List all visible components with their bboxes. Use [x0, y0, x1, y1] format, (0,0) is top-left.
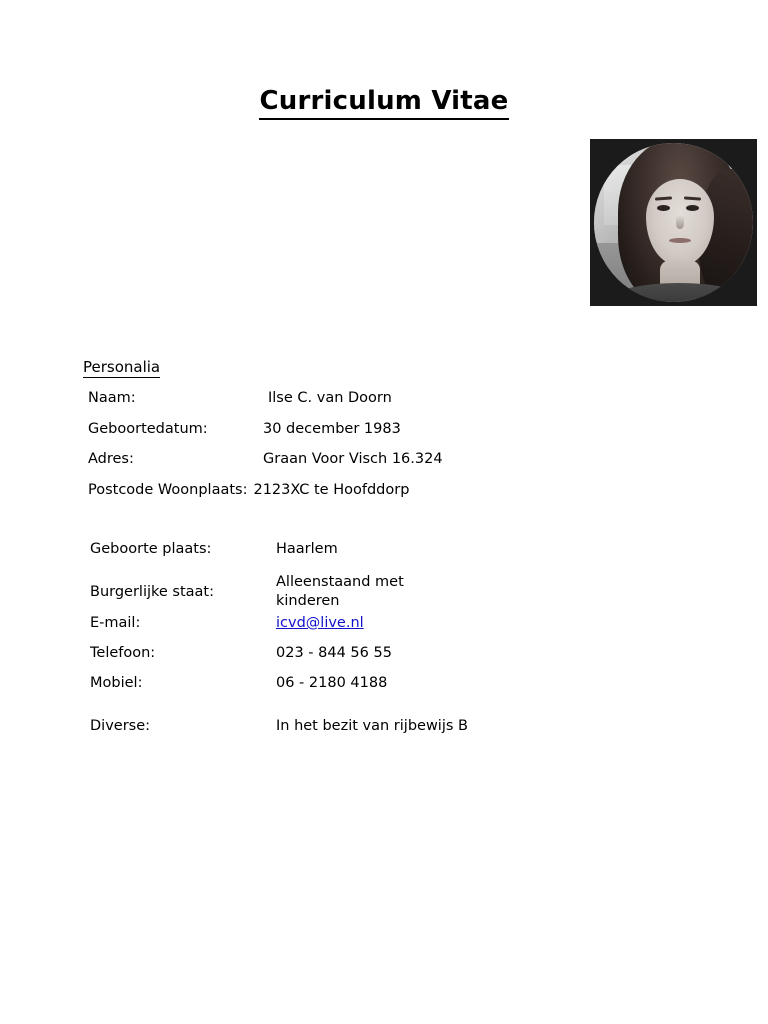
field-label: Naam:	[88, 390, 136, 406]
field-label: Mobiel:	[90, 675, 143, 691]
field-label: Geboorte plaats:	[90, 541, 212, 557]
section-heading-text: Personalia	[83, 358, 161, 376]
field-value: Ilse C. van Doorn	[268, 390, 392, 406]
table-row	[90, 644, 510, 674]
field-label: Telefoon:	[90, 645, 156, 661]
field-label: Geboortedatum:	[88, 420, 208, 437]
field-value: Haarlem	[276, 541, 338, 557]
section-heading-personalia	[83, 358, 160, 376]
table-row	[90, 614, 510, 644]
field-value: Alleenstaand met kinderen	[276, 574, 404, 609]
table-row	[90, 674, 510, 704]
table-row	[90, 570, 510, 614]
table-row	[90, 540, 510, 570]
field-label: Postcode Woonplaats:	[88, 481, 248, 498]
field-value: In het bezit van rijbewijs B	[276, 717, 468, 734]
field-value: Graan Voor Visch 16.324	[263, 451, 443, 468]
table-row	[88, 389, 488, 408]
personalia-top-table	[88, 389, 488, 499]
personalia-bottom-table	[90, 540, 510, 748]
field-value: 2123XC te Hoofddorp	[253, 481, 410, 498]
photo-nose	[676, 215, 684, 229]
photo-eye-right	[686, 205, 699, 211]
photo-eye-left	[657, 205, 670, 211]
page-title	[0, 86, 768, 116]
field-value: 023 - 844 56 55	[276, 645, 392, 661]
table-row	[88, 420, 488, 439]
portrait-photo-circle	[594, 143, 753, 302]
field-label: Diverse:	[90, 717, 151, 734]
table-row	[88, 450, 488, 469]
field-value	[276, 614, 510, 633]
field-label: Burgerlijke staat:	[90, 583, 215, 600]
field-value: 06 - 2180 4188	[276, 675, 388, 691]
field-label: Adres:	[88, 451, 134, 468]
table-row	[88, 481, 488, 500]
portrait-photo	[590, 139, 757, 306]
page-title-text: Curriculum Vitae	[259, 86, 508, 120]
field-value: 30 december 1983	[263, 420, 401, 437]
photo-mouth	[669, 238, 691, 243]
email-link[interactable]: icvd@live.nl	[276, 615, 364, 631]
table-row	[90, 704, 510, 748]
field-label: E-mail:	[90, 615, 141, 631]
